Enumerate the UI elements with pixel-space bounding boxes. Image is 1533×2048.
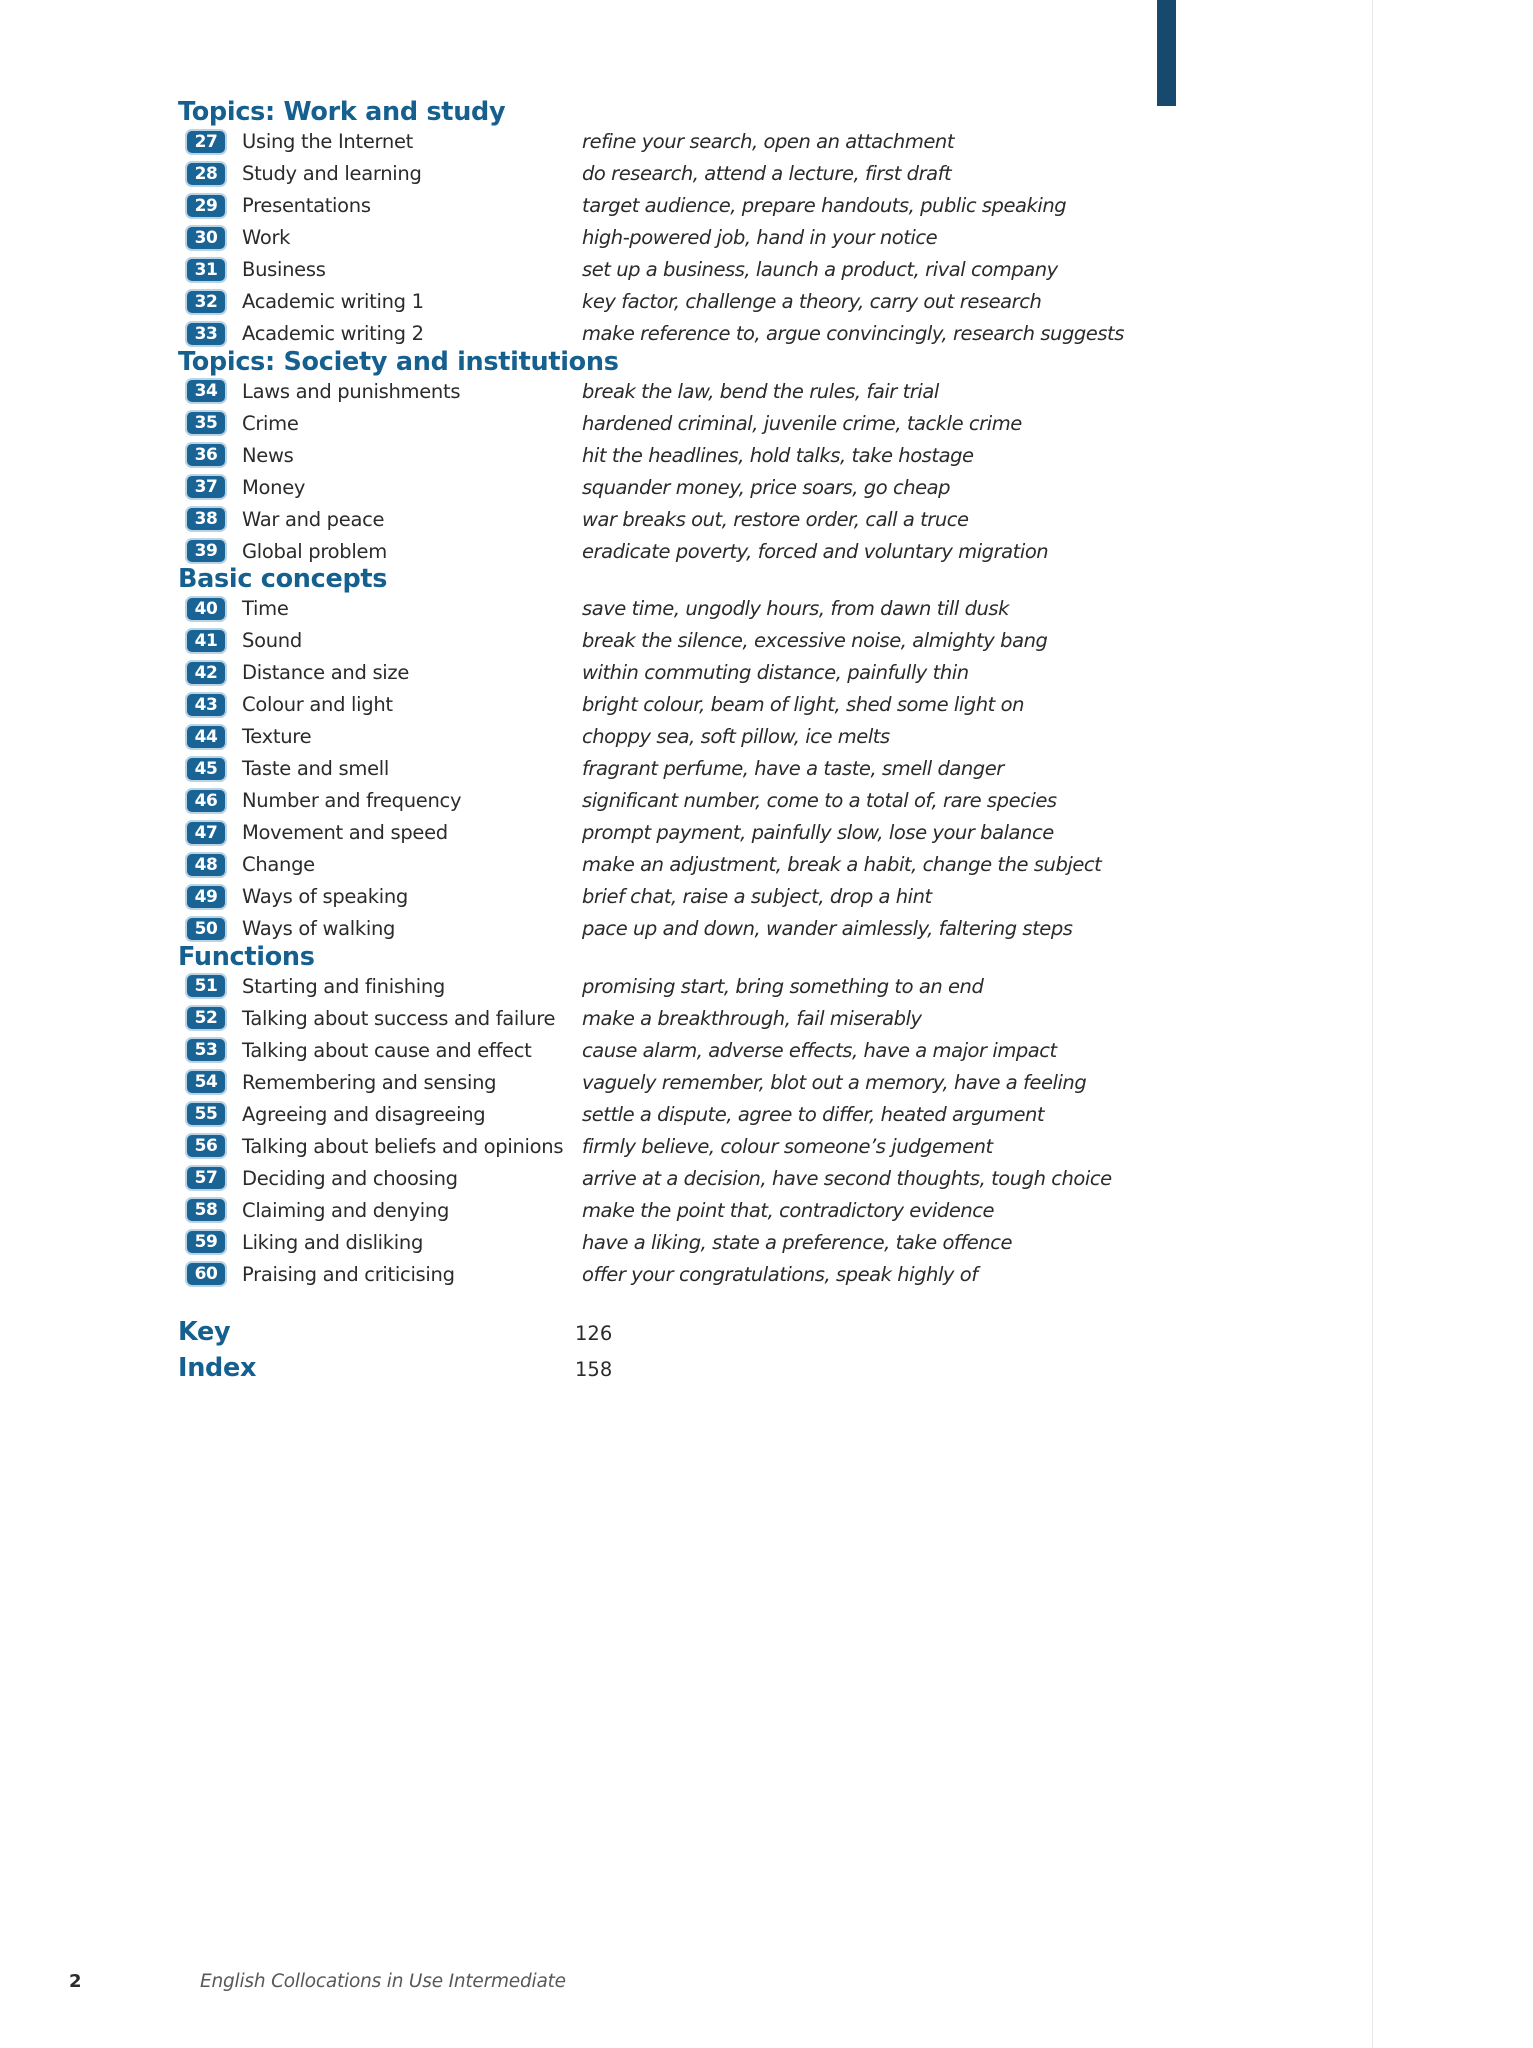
unit-number-badge: 29 [185,193,227,219]
table-row[interactable] [178,1194,1078,1226]
unit-title: Number and frequency [242,789,462,812]
unit-examples: settle a dispute, agree to differ, heated argument [582,1102,1045,1126]
unit-title: Talking about success and failure [242,1006,556,1030]
table-row[interactable] [178,881,1078,913]
unit-examples: make an adjustment, break a habit, change the subject [582,853,1102,876]
unit-examples: target audience, prepare handouts, public speaking [582,194,1067,217]
unit-number-badge: 30 [185,225,227,251]
page-gutter [1372,0,1533,2048]
unit-title: Deciding and choosing [242,1166,458,1190]
unit-examples: save time, ungodly hours, from dawn till dusk [582,597,1009,620]
unit-examples: offer your congratulations, speak highly of [582,1262,978,1286]
table-row[interactable] [178,439,1078,471]
unit-title: Talking about beliefs and opinions [242,1134,564,1158]
unit-title: Sound [242,629,302,652]
unit-title: Using the Internet [242,130,414,153]
table-row[interactable] [178,254,1078,286]
table-row[interactable] [178,286,1078,318]
unit-examples: fragrant perfume, have a taste, smell danger [582,757,1004,780]
unit-title: Change [242,853,315,876]
unit-number-badge: 35 [185,410,227,436]
unit-title: Study and learning [242,162,422,185]
table-row[interactable] [178,1034,1078,1066]
unit-examples: squander money, price soars, go cheap [582,475,951,499]
unit-number-badge: 27 [185,129,227,155]
unit-title: Talking about cause and effect [242,1038,532,1062]
table-row[interactable] [178,657,1078,689]
table-row[interactable] [178,535,1078,567]
unit-number-badge: 34 [185,378,227,404]
table-row[interactable] [178,849,1102,881]
unit-title: Starting and finishing [242,974,446,998]
unit-number-badge: 40 [185,596,227,622]
unit-examples: key factor, challenge a theory, carry out research [582,290,1042,313]
table-row[interactable] [178,190,1078,222]
unit-number-badge: 56 [185,1133,227,1159]
unit-number-badge: 53 [185,1037,227,1063]
table-row[interactable] [178,593,1078,625]
unit-number-badge: 57 [185,1165,227,1191]
table-row[interactable] [178,126,1078,158]
unit-examples: refine your search, open an attachment [582,130,955,153]
table-row[interactable] [178,1130,1078,1162]
unit-title: Time [242,597,289,620]
unit-title: Ways of speaking [242,885,409,908]
unit-examples: make a breakthrough, fail miserably [582,1006,922,1030]
backmatter-list [178,1317,1078,1389]
unit-examples: within commuting distance, painfully thin [582,661,969,684]
unit-number-badge: 49 [185,884,227,910]
unit-examples: significant number, come to a total of, rare species [582,789,1057,812]
unit-title: War and peace [242,507,385,531]
unit-list-work-and-study [178,126,1124,350]
unit-title: Academic writing 2 [242,322,424,345]
unit-number-badge: 55 [185,1101,227,1127]
unit-title: News [242,443,294,467]
unit-number-badge: 59 [185,1229,227,1255]
table-row[interactable] [178,817,1078,849]
table-row[interactable] [178,689,1078,721]
unit-number-badge: 31 [185,257,227,283]
unit-title: Laws and punishments [242,379,461,403]
unit-number-badge: 45 [185,756,227,782]
table-row[interactable] [178,1258,1078,1290]
unit-list-society-and-institutions [178,375,1078,567]
unit-title: Business [242,258,326,281]
unit-examples: prompt payment, painfully slow, lose your balance [582,821,1054,844]
unit-title: Taste and smell [242,757,390,780]
footer-page-number: 2 [69,1971,82,1992]
table-row[interactable] [178,503,1078,535]
unit-number-badge: 33 [185,321,227,347]
unit-number-badge: 43 [185,692,227,718]
list-item[interactable] [178,1317,1078,1353]
unit-examples: have a liking, state a preference, take offence [582,1230,1013,1254]
footer-book-title: English Collocations in Use Intermediate [200,1971,566,1992]
unit-number-badge: 28 [185,161,227,187]
table-row[interactable] [178,471,1078,503]
section-heading-functions: Functions [178,941,315,972]
unit-title: Crime [242,411,299,435]
table-row[interactable] [178,1002,1078,1034]
unit-title: Work [242,226,291,249]
table-row[interactable] [178,970,1078,1002]
unit-examples: high-powered job, hand in your notice [582,226,938,249]
unit-title: Movement and speed [242,821,448,844]
table-row[interactable] [178,407,1078,439]
unit-examples: arrive at a decision, have second thoughts, tough choice [582,1166,1112,1190]
table-row[interactable] [178,375,1078,407]
backmatter-label-key: Key [178,1317,231,1347]
section-heading-society-and-institutions: Topics: Society and institutions [178,346,619,377]
thumb-tab-marker [1157,0,1176,106]
list-item[interactable] [178,1353,1078,1389]
section-heading-basic-concepts: Basic concepts [178,564,388,594]
unit-title: Claiming and denying [242,1198,450,1222]
unit-examples: vaguely remember, blot out a memory, have a feeling [582,1070,1087,1094]
table-row[interactable] [178,222,1078,254]
unit-title: Liking and disliking [242,1230,424,1254]
unit-examples: brief chat, raise a subject, drop a hint [582,885,932,908]
table-row[interactable] [178,913,1078,945]
table-row[interactable] [178,1098,1078,1130]
unit-examples: bright colour, beam of light, shed some light on [582,693,1024,716]
unit-title: Praising and criticising [242,1262,455,1286]
contents-list [178,97,1124,1389]
table-row[interactable] [178,1226,1078,1258]
unit-examples: make the point that, contradictory evidence [582,1198,995,1222]
table-row[interactable] [178,318,1124,350]
section-heading-work-and-study: Topics: Work and study [178,97,506,127]
unit-examples: make reference to, argue convincingly, research suggests [582,322,1124,345]
unit-title: Money [242,475,306,499]
unit-examples: do research, attend a lecture, first draft [582,162,952,185]
unit-number-badge: 48 [185,852,227,878]
unit-examples: pace up and down, wander aimlessly, faltering steps [582,917,1073,940]
unit-title: Agreeing and disagreeing [242,1102,486,1126]
unit-number-badge: 54 [185,1069,227,1095]
unit-number-badge: 39 [185,538,227,564]
table-row[interactable] [178,1066,1087,1098]
unit-number-badge: 36 [185,442,227,468]
unit-title: Texture [242,725,312,748]
table-row[interactable] [178,785,1078,817]
unit-number-badge: 37 [185,474,227,500]
unit-examples: firmly believe, colour someone’s judgement [582,1134,993,1158]
unit-number-badge: 58 [185,1197,227,1223]
unit-list-basic-concepts [178,593,1102,945]
unit-list-functions [178,970,1112,1290]
unit-number-badge: 41 [185,628,227,654]
unit-number-badge: 60 [185,1261,227,1287]
table-row[interactable] [178,1162,1112,1194]
unit-number-badge: 51 [185,973,227,999]
unit-examples: choppy sea, soft pillow, ice melts [582,725,890,748]
table-row[interactable] [178,625,1078,657]
unit-title: Presentations [242,194,371,217]
unit-examples: promising start, bring something to an end [582,974,984,998]
unit-title: Global problem [242,539,387,563]
backmatter-page-index: 158 [575,1358,613,1381]
unit-title: Ways of walking [242,917,396,940]
unit-number-badge: 52 [185,1005,227,1031]
unit-examples: cause alarm, adverse effects, have a major impact [582,1038,1057,1062]
unit-number-badge: 47 [185,820,227,846]
unit-number-badge: 38 [185,506,227,532]
unit-title: Academic writing 1 [242,290,424,313]
unit-title: Colour and light [242,693,393,716]
unit-examples: set up a business, launch a product, rival company [582,258,1058,281]
unit-examples: break the silence, excessive noise, almighty bang [582,629,1048,652]
unit-number-badge: 46 [185,788,227,814]
unit-examples: eradicate poverty, forced and voluntary migration [582,539,1049,563]
table-row[interactable] [178,753,1078,785]
table-row[interactable] [178,721,1078,753]
unit-number-badge: 50 [185,916,227,942]
unit-number-badge: 32 [185,289,227,315]
unit-examples: hardened criminal, juvenile crime, tackle crime [582,411,1022,435]
unit-title: Distance and size [242,661,410,684]
unit-number-badge: 44 [185,724,227,750]
unit-title: Remembering and sensing [242,1070,497,1094]
table-row[interactable] [178,158,1078,190]
backmatter-page-key: 126 [575,1322,613,1345]
page-footer [0,1971,1533,2011]
unit-examples: break the law, bend the rules, fair trial [582,379,939,403]
backmatter-label-index: Index [178,1353,257,1383]
unit-examples: hit the headlines, hold talks, take hostage [582,443,974,467]
unit-examples: war breaks out, restore order, call a truce [582,507,969,531]
unit-number-badge: 42 [185,660,227,686]
